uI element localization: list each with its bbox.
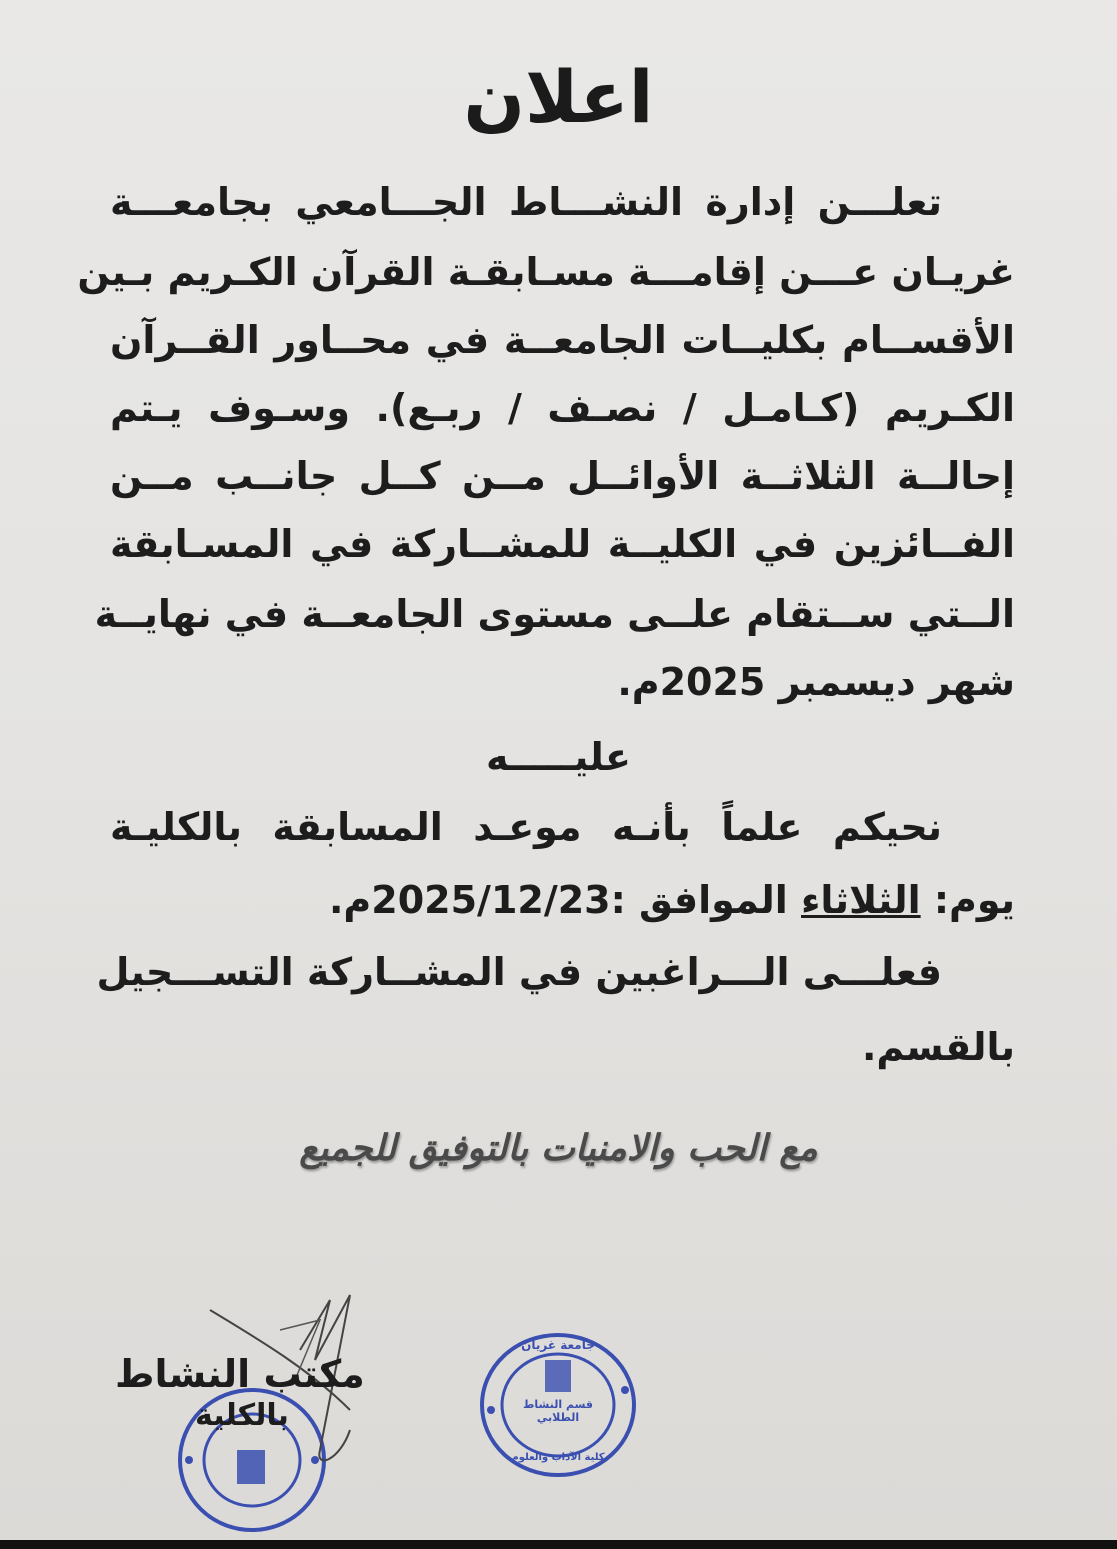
date-prefix: يوم: bbox=[920, 878, 1015, 922]
stamp-college: كلية الآداب والعلوم bbox=[511, 1452, 605, 1463]
notice-line: نحيكم علماً بأنـه موعـد المسابقة بالكليـة bbox=[110, 805, 942, 849]
heading-alayh: عليـــــه bbox=[486, 735, 631, 779]
date-line bbox=[329, 878, 1015, 922]
registration-line: بالقسم. bbox=[861, 1025, 1015, 1069]
body-line: غريـان عـــن إقامـــة مسـابقـة القرآن الكـريم بـين bbox=[77, 250, 1015, 294]
signature-office-label-2: بالكلية bbox=[195, 1398, 289, 1433]
body-line: الكـريم (كـامـل / نصـف / ربـع). وسـوف يـتم bbox=[110, 386, 1015, 430]
date-suffix: الموافق :2025/12/23م. bbox=[329, 878, 801, 922]
signature-office-label: مكتب النشاط bbox=[115, 1352, 365, 1396]
body-line: إحالــة الثلاثــة الأوائــل مــن كــل جانــب مــن bbox=[110, 454, 1015, 498]
date-day: الثلاثاء bbox=[801, 878, 921, 922]
body-line: الــتي ســتقام علــى مستوى الجامعــة في نهايــة bbox=[94, 592, 1015, 636]
right-official-stamp bbox=[477, 1330, 639, 1480]
body-line: الأقســام بكليــات الجامعــة في محــاور القــرآن bbox=[110, 318, 1015, 362]
registration-line: فعلـــى الـــراغبين في المشــاركة التســـجيل bbox=[96, 950, 942, 994]
stamp-department: قسم النشاط الطلابي bbox=[523, 1398, 593, 1424]
body-line: تعلـــن إدارة النشـــاط الجـــامعي بجامعـــة bbox=[110, 180, 942, 224]
body-line: شهر ديسمبر 2025م. bbox=[617, 660, 1015, 704]
closing-greeting: مع الحب والامنيات بالتوفيق للجميع bbox=[299, 1128, 818, 1169]
stamp-university-name: جامعة غريان bbox=[521, 1338, 595, 1352]
body-line: الفــائزين في الكليــة للمشــاركة في المسـابقة bbox=[110, 522, 1015, 566]
document-title: اعلان bbox=[463, 55, 654, 139]
